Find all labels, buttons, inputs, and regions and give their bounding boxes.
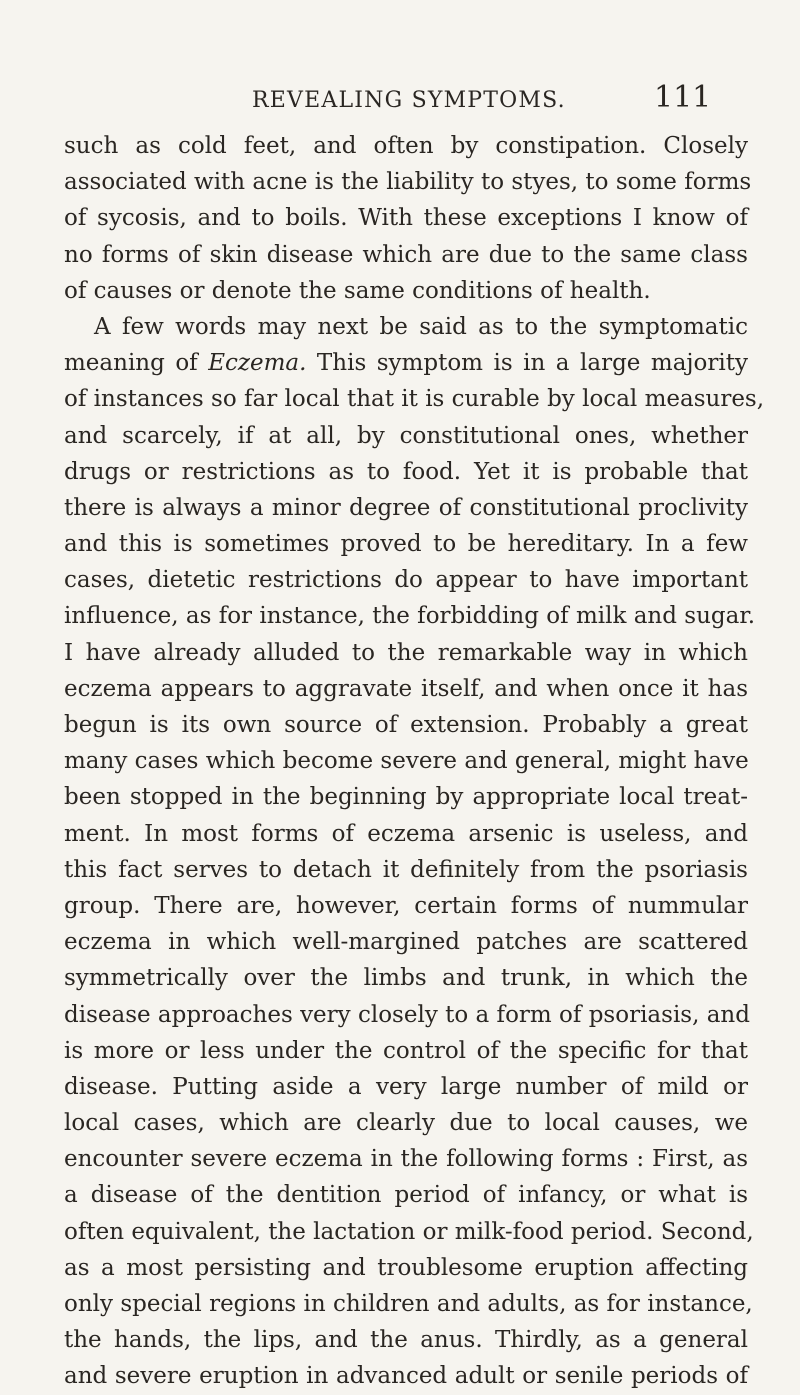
text-line: associated with acne is the liability to styes, to some forms — [64, 169, 752, 196]
text-line: influence, as for instance, the forbidding of milk and sugar. — [64, 603, 756, 630]
text-line: many cases which become severe and general, might have — [64, 748, 749, 775]
text-line: of sycosis, and to boils. With these exceptions I know of — [64, 205, 748, 232]
text-line: A few words may next be said as to the symptomatic — [94, 313, 748, 340]
text-line: a disease of the dentition period of infancy, or what is — [64, 1182, 748, 1209]
text-line: I have already alluded to the remarkable way in which — [64, 639, 748, 666]
text-line-with-italic — [64, 345, 748, 381]
text-line: and severe eruption in advanced adult or senile periods of — [64, 1363, 748, 1390]
running-head-title: REVEALING SYMPTOMS. — [252, 88, 566, 113]
text-line: this fact serves to detach it definitely from the psoriasis — [64, 856, 748, 883]
text-line: the hands, the lips, and the anus. Thirdly, as a general — [64, 1327, 748, 1354]
text-line: and scarcely, if at all, by constitutional ones, whether — [64, 422, 748, 449]
text-line: begun is its own source of extension. Probably a great — [64, 712, 748, 738]
text-line: ment. In most forms of eczema arsenic is useless, and — [64, 820, 748, 847]
text-line: encounter severe eczema in the following forms : First, as — [64, 1146, 748, 1173]
text-segment: meaning of — [64, 350, 209, 377]
text-line: symmetrically over the limbs and trunk, in which the — [64, 965, 748, 992]
body-text — [64, 128, 765, 1395]
text-line: local cases, which are clearly due to local causes, we — [64, 1110, 748, 1137]
text-line: cases, dietetic restrictions do appear to have important — [64, 567, 748, 594]
text-line: disease. Putting aside a very large number of mild or — [64, 1073, 748, 1100]
running-head — [0, 80, 800, 120]
text-line: no forms of skin disease which are due to the same class — [64, 241, 748, 268]
text-line: and this is sometimes proved to be hereditary. In a few — [64, 531, 748, 558]
text-line: of instances so far local that it is curable by local measures, — [64, 386, 765, 413]
text-line: as a most persisting and troublesome eruption affecting — [64, 1254, 748, 1281]
text-line: there is always a minor degree of constitutional proclivity — [64, 494, 748, 521]
italic-term-eczema: Eczema. — [208, 350, 307, 377]
text-line: drugs or restrictions as to food. Yet it is probable that — [64, 458, 748, 485]
text-line: been stopped in the beginning by appropriate local treat- — [64, 784, 748, 811]
text-line: such as cold feet, and often by constipation. Closely — [64, 133, 748, 159]
text-line: eczema in which well-margined patches are scattered — [64, 929, 748, 956]
text-line: is more or less under the control of the specific for that — [64, 1037, 748, 1064]
text-line: of causes or denote the same conditions of health. — [64, 277, 651, 304]
text-line: often equivalent, the lactation or milk-food period. Second, — [64, 1218, 754, 1245]
text-line: only special regions in children and adults, as for instance, — [64, 1291, 753, 1317]
text-line: disease approaches very closely to a form of psoriasis, and — [64, 1001, 750, 1028]
text-line: group. There are, however, certain forms of nummular — [64, 892, 748, 919]
page-number: 111 — [654, 80, 712, 115]
text-line: eczema appears to aggravate itself, and when once it has — [64, 675, 748, 702]
text-segment: This symptom is in a large majority — [306, 350, 748, 377]
